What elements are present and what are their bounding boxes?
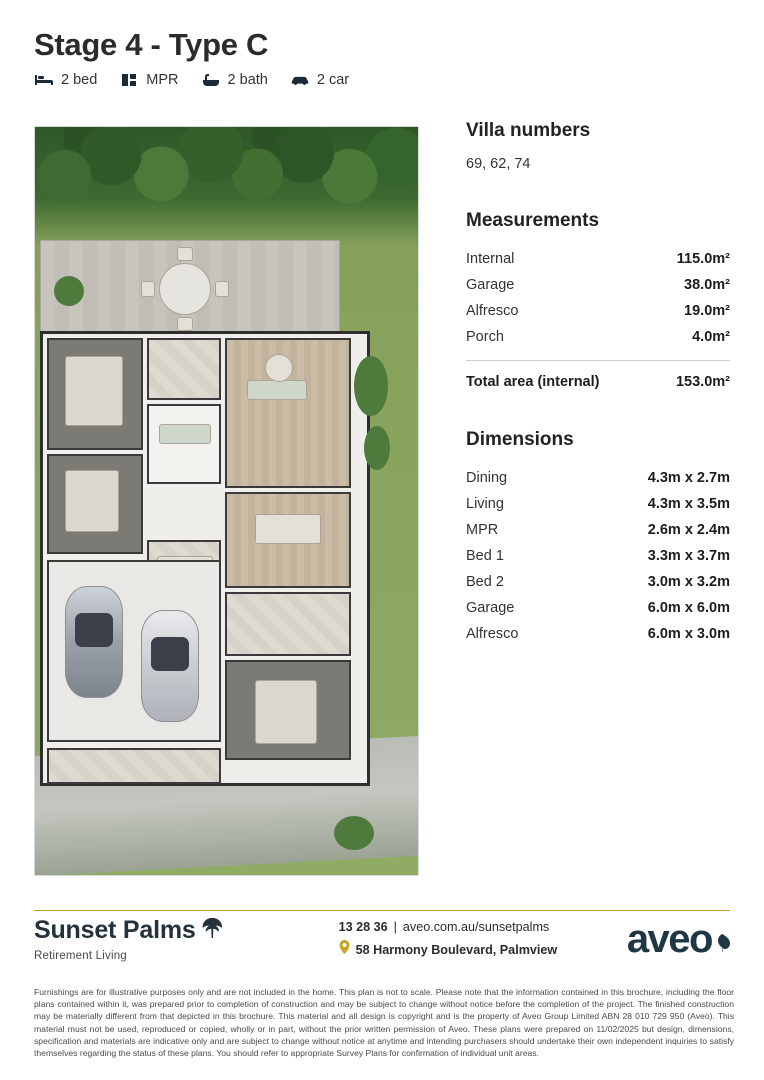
measurement-label: Garage <box>466 277 515 293</box>
dimension-label: Alfresco <box>466 626 519 642</box>
dimension-label: Dining <box>466 470 508 486</box>
contact-block <box>339 916 558 963</box>
car-1 <box>65 586 123 698</box>
room-bathroom <box>225 592 351 656</box>
alfresco-chair <box>177 317 193 331</box>
aveo-logo-text: aveo <box>626 916 712 961</box>
total-divider <box>466 360 730 361</box>
mpr-seating <box>159 424 211 444</box>
measurement-row <box>466 298 730 324</box>
measurements-heading: Measurements <box>466 210 600 231</box>
shrub <box>54 276 84 306</box>
villa-numbers-value: 69, 62, 74 <box>466 156 531 172</box>
palm-shrub <box>334 816 374 850</box>
dimension-row <box>466 465 730 491</box>
brand-name-text: Sunset Palms <box>34 916 196 945</box>
measurement-row <box>466 246 730 272</box>
dimension-label: MPR <box>466 522 499 538</box>
spec-list <box>34 72 534 88</box>
sofa-furniture <box>247 380 307 400</box>
measurement-value: 4.0m² <box>692 329 730 345</box>
dimension-row <box>466 491 730 517</box>
measurement-label: Internal <box>466 251 515 267</box>
alfresco-chair <box>215 281 229 297</box>
measurement-label: Alfresco <box>466 303 519 319</box>
tree-canopy <box>34 126 419 246</box>
dimensions-heading: Dimensions <box>466 429 574 450</box>
total-area-label: Total area (internal) <box>466 374 600 390</box>
bath-icon <box>201 72 221 88</box>
spec-mpr-label: MPR <box>146 72 179 89</box>
alfresco-roof-area <box>40 240 340 336</box>
dimension-value: 2.6m x 2.4m <box>647 522 730 538</box>
total-area-row <box>466 369 730 395</box>
total-area-value: 153.0m² <box>675 374 730 390</box>
dimension-value: 6.0m x 3.0m <box>647 626 730 642</box>
room-dining <box>225 492 351 588</box>
dimension-label: Living <box>466 496 504 512</box>
dimension-row <box>466 517 730 543</box>
dimension-label: Bed 1 <box>466 548 504 564</box>
disclaimer-text: Furnishings are for illustrative purposes only and are not included in the home. This plan is not to scale. Please note that the information contained in this brochure, including the floor plans contained within it, was prepared prior to completion of construction and may be subject to change without notice before the completion of the project. The finished construction may be materially different from that depicted in this brochure. This material and all design is copyright and is the property of Aveo Group Limited ABN 28 010 729 950 (Aveo). This material must not be used, reproduced or copied, wholly or in part, without the prior written permission of Aveo. These plans were prepared on 11/02/2025 but design, dimensions, specification and materials are indicative only and are subject to change without notice at anytime and intending purchasers should undertake their own independent inquiries to satisfy themselves regarding the status of these plans. You should refer to appropriate Survey Plans for confirmation of individual unit areas. <box>34 987 734 1059</box>
sunset-palms-logo <box>34 916 269 962</box>
room-living <box>225 338 351 488</box>
dimension-value: 4.3m x 3.5m <box>647 496 730 512</box>
floorplan-image <box>34 126 419 876</box>
spec-car-label: 2 car <box>316 72 350 89</box>
room-bed-2 <box>47 454 143 554</box>
header <box>34 28 534 88</box>
spec-bed-label: 2 bed <box>61 72 98 89</box>
dining-table <box>255 514 321 544</box>
room-lower-bed <box>225 660 351 760</box>
dimension-label: Garage <box>466 600 515 616</box>
measurement-value: 19.0m² <box>684 303 730 319</box>
palm-leaf-icon <box>200 916 226 947</box>
dimension-row <box>466 569 730 595</box>
house-outline <box>40 331 370 786</box>
spec-car <box>290 72 349 88</box>
bed-furniture <box>255 680 317 744</box>
spec-bath <box>201 72 268 88</box>
room-ensuite <box>147 338 221 400</box>
address-text: 58 Harmony Boulevard, Palmview <box>355 943 558 958</box>
dimension-label: Bed 2 <box>466 574 504 590</box>
dimension-value: 3.0m x 3.2m <box>647 574 730 590</box>
spec-bath-label: 2 bath <box>227 72 268 89</box>
footer <box>34 916 730 963</box>
shrub <box>364 426 390 470</box>
contact-address-line <box>339 939 558 962</box>
footer-divider <box>34 910 730 911</box>
mpr-icon <box>119 72 139 88</box>
car-2 <box>141 610 199 722</box>
spec-bed <box>34 72 97 88</box>
alfresco-chair <box>177 247 193 261</box>
website-link[interactable]: aveo.com.au/sunsetpalms <box>402 920 550 934</box>
room-bed-1 <box>47 338 143 450</box>
section-spacer <box>466 395 730 429</box>
alfresco-chair <box>141 281 155 297</box>
contact-separator: | <box>393 920 397 934</box>
measurement-label: Porch <box>466 329 504 345</box>
aveo-leaf-icon <box>714 917 730 962</box>
brand-tagline: Retirement Living <box>34 950 127 963</box>
measurement-row <box>466 272 730 298</box>
dimension-row <box>466 595 730 621</box>
room-garage <box>47 560 221 742</box>
measurement-value: 38.0m² <box>684 277 730 293</box>
bed-furniture <box>65 470 119 532</box>
room-mpr <box>147 404 221 484</box>
coffee-table <box>265 354 293 382</box>
phone-number[interactable]: 13 28 36 <box>338 920 388 934</box>
bed-furniture <box>65 356 123 426</box>
page-title: Stage 4 - Type C <box>34 27 269 62</box>
map-pin-icon <box>339 939 350 962</box>
car-icon <box>290 72 310 88</box>
measurement-value: 115.0m² <box>676 251 730 267</box>
shrub <box>354 356 388 416</box>
alfresco-table <box>159 263 211 315</box>
details-column <box>466 120 730 647</box>
dimension-value: 6.0m x 6.0m <box>647 600 730 616</box>
porch <box>47 748 221 784</box>
dimension-row <box>466 543 730 569</box>
bed-icon <box>34 72 54 88</box>
measurement-row <box>466 324 730 350</box>
aveo-logo <box>627 917 730 962</box>
contact-phone-line <box>339 916 558 939</box>
dimension-value: 4.3m x 2.7m <box>647 470 730 486</box>
dimension-value: 3.3m x 3.7m <box>647 548 730 564</box>
spec-mpr <box>119 72 178 88</box>
dimension-row <box>466 621 730 647</box>
villa-numbers-heading: Villa numbers <box>466 120 591 141</box>
